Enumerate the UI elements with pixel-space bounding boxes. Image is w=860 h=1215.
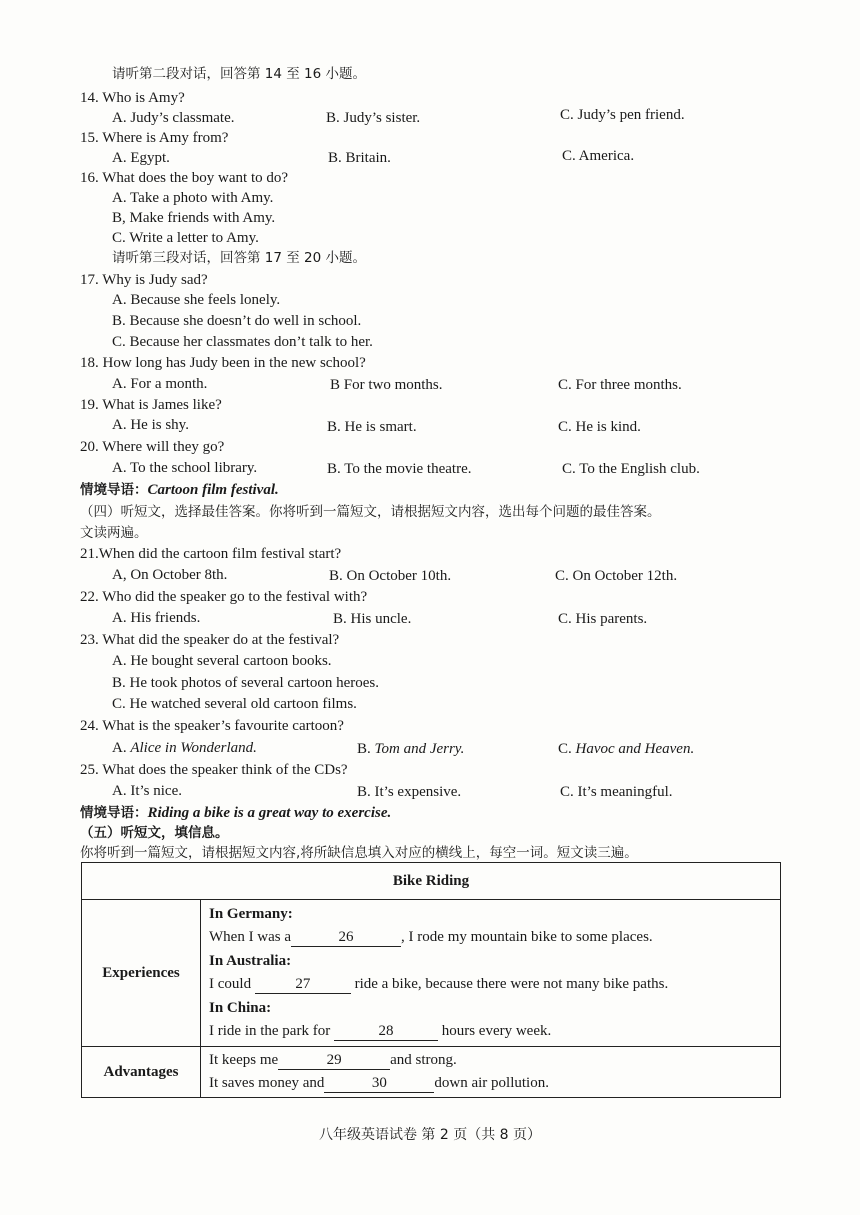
australia-line-end: ride a bike, because there were not many bike paths. <box>350 976 669 992</box>
part-4-instruction: （四）听短文，选择最佳答案。你将听到一篇短文，请根据短文内容，选出每个问题的最佳答案。 <box>80 504 661 520</box>
question-16: 16. What does the boy want to do? <box>80 170 289 186</box>
q25-option-a: A. It’s nice. <box>112 783 182 799</box>
q20-option-c: C. To the English club. <box>562 461 700 477</box>
blank-29: 29 <box>278 1051 390 1070</box>
q16-option-c: C. Write a letter to Amy. <box>112 230 259 246</box>
q14-option-b: B. Judy’s sister. <box>326 110 421 126</box>
q24-option-b-letter: B. <box>357 741 375 757</box>
blank-30: 30 <box>324 1074 434 1093</box>
table-title: Bike Riding <box>82 863 781 900</box>
question-19: 19. What is James like? <box>80 397 222 413</box>
q19-option-b: B. He is smart. <box>327 419 417 435</box>
q23-option-a: A. He bought several cartoon books. <box>112 653 332 669</box>
q18-option-b: B For two months. <box>330 377 443 393</box>
germany-line <box>209 926 780 950</box>
q14-option-a: A. Judy’s classmate. <box>112 110 235 126</box>
question-18: 18. How long has Judy been in the new school? <box>80 355 366 371</box>
question-15: 15. Where is Amy from? <box>80 130 229 146</box>
q22-option-b: B. His uncle. <box>333 611 412 627</box>
q25-option-b: B. It’s expensive. <box>357 784 462 800</box>
q20-option-b: B. To the movie theatre. <box>327 461 472 477</box>
china-line <box>209 1020 780 1044</box>
q20-option-a: A. To the school library. <box>112 460 258 476</box>
q24-option-b-title: Tom and Jerry. <box>374 741 465 757</box>
china-line-start: I ride in the park for <box>209 1023 334 1039</box>
advantages-label: Advantages <box>82 1047 201 1098</box>
blank-28: 28 <box>334 1022 438 1041</box>
question-25: 25. What does the speaker think of the CDs? <box>80 762 348 778</box>
q22-option-a: A. His friends. <box>112 610 201 626</box>
germany-heading: In Germany: <box>209 905 293 922</box>
experiences-label: Experiences <box>82 900 201 1047</box>
page-footer: 八年级英语试卷 第 2 页（共 8 页） <box>318 1127 542 1143</box>
experiences-content <box>201 900 781 1047</box>
question-21: 21.When did the cartoon film festival start? <box>80 546 342 562</box>
part-5-heading: （五）听短文，填信息。 <box>80 825 229 841</box>
advantage-line-2 <box>209 1072 780 1096</box>
blank-27: 27 <box>255 975 351 994</box>
q17-option-a: A. Because she feels lonely. <box>112 292 281 308</box>
advantage-1-start: It keeps me <box>209 1051 279 1068</box>
bike-riding-table <box>81 862 781 1098</box>
germany-line-end: , I rode my mountain bike to some places. <box>401 929 653 945</box>
australia-heading: In Australia: <box>209 952 292 969</box>
q24-option-a-title: Alice in Wonderland. <box>130 740 257 756</box>
scene-5-intro <box>80 803 391 823</box>
q18-option-a: A. For a month. <box>112 376 208 392</box>
china-line-end: hours every week. <box>437 1023 552 1039</box>
q16-option-b: B, Make friends with Amy. <box>112 210 276 226</box>
question-23: 23. What did the speaker do at the festival? <box>80 632 340 648</box>
q24-option-b <box>357 739 464 759</box>
advantage-2-end: down air pollution. <box>434 1075 549 1091</box>
question-22: 22. Who did the speaker go to the festival with? <box>80 589 368 605</box>
question-20: 20. Where will they go? <box>80 439 225 455</box>
advantage-1-end: and strong. <box>390 1051 457 1068</box>
q14-option-c: C. Judy’s pen friend. <box>560 107 685 123</box>
q15-option-c: C. America. <box>562 148 635 164</box>
blank-26: 26 <box>291 928 401 947</box>
advantages-content <box>201 1047 781 1098</box>
germany-line-start: When I was a <box>209 929 292 945</box>
question-17: 17. Why is Judy sad? <box>80 272 208 288</box>
australia-line <box>209 973 780 997</box>
q24-option-c-title: Havoc and Heaven. <box>575 741 695 757</box>
scene-5-text: Riding a bike is a great way to exercise. <box>147 805 392 821</box>
q24-option-c-letter: C. <box>558 741 576 757</box>
q16-option-a: A. Take a photo with Amy. <box>112 190 274 206</box>
q17-option-b: B. Because she doesn’t do well in school. <box>112 313 362 329</box>
advantage-2-start: It saves money and <box>209 1075 325 1091</box>
q24-option-a-letter: A. <box>112 740 131 756</box>
part-4-instruction-cont: 文读两遍。 <box>80 525 148 541</box>
q21-option-a: A, On October 8th. <box>112 567 228 583</box>
section-3-instruction: 请听第三段对话，回答第 17 至 20 小题。 <box>112 250 367 266</box>
q15-option-b: B. Britain. <box>328 150 391 166</box>
scene-5-label: 情境导语： <box>80 805 148 821</box>
question-14: 14. Who is Amy? <box>80 90 185 106</box>
part-5-instruction: 你将听到一篇短文，请根据短文内容,将所缺信息填入对应的横线上，每空一词。短文读三遍。 <box>80 845 638 861</box>
advantage-line-1 <box>209 1049 780 1073</box>
q21-option-b: B. On October 10th. <box>329 568 452 584</box>
scene-4-label: 情境导语： <box>80 482 148 498</box>
q15-option-a: A. Egypt. <box>112 150 170 166</box>
question-24: 24. What is the speaker’s favourite cartoon? <box>80 718 344 734</box>
q24-option-a <box>112 738 257 758</box>
q23-option-b: B. He took photos of several cartoon heroes. <box>112 675 380 691</box>
q19-option-a: A. He is shy. <box>112 417 189 433</box>
q21-option-c: C. On October 12th. <box>555 568 678 584</box>
section-2-instruction: 请听第二段对话，回答第 14 至 16 小题。 <box>112 66 367 82</box>
scene-4-intro <box>80 480 279 500</box>
q17-option-c: C. Because her classmates don’t talk to her. <box>112 334 373 350</box>
australia-line-start: I could <box>209 976 255 992</box>
china-heading: In China: <box>209 999 272 1016</box>
q22-option-c: C. His parents. <box>558 611 648 627</box>
q24-option-c <box>558 739 694 759</box>
q25-option-c: C. It’s meaningful. <box>560 784 673 800</box>
scene-4-text: Cartoon film festival. <box>147 482 279 498</box>
q23-option-c: C. He watched several old cartoon films. <box>112 696 357 712</box>
q19-option-c: C. He is kind. <box>558 419 641 435</box>
q18-option-c: C. For three months. <box>558 377 682 393</box>
